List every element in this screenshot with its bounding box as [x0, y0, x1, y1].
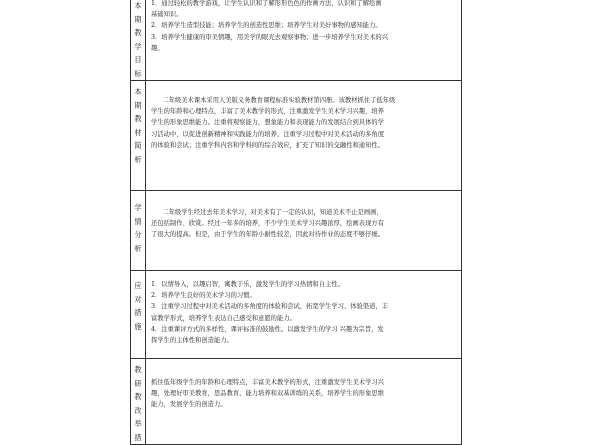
row-label-teaching-goals: 本期教学目标	[131, 0, 146, 81]
content-line: 抓住低年级学生的年龄和心理特点，丰富美术教学的形式，注重激发学生美术学习兴	[151, 379, 384, 386]
content-line: 还包括制作、欣赏。经过一年多的培养，不少学生美术学习兴趣浓厚，绘画表现方有	[151, 220, 384, 228]
row-label-textbook-analysis: 本期教材简析	[131, 81, 146, 191]
content-line: 趣。	[151, 44, 164, 52]
content-line: 基础知识。	[151, 11, 183, 19]
content-line: 1．通过轻松的教学游戏，让学生认识和了解形形色色的作画方法，认识和了解绘画	[151, 0, 382, 7]
content-line: 习活动中，以促进创新精神和实践能力的培养，注重学习过程中对美术活动的多角度	[151, 130, 384, 138]
table-row	[131, 359, 462, 445]
teaching-plan-table	[130, 0, 462, 445]
content-line: 的体验和尝试；注重学科内容和学科间的综合效应，扩充了知识的交融性和通知性。	[151, 141, 384, 149]
content-line: 挥学生的主体性和创造能力。	[151, 337, 233, 345]
row-content-teaching-goals	[146, 0, 462, 81]
content-line: 富教学形式，培养学生表达自己感受和意愿的能力。	[151, 314, 296, 322]
row-label-student-analysis: 学情分析	[131, 191, 146, 271]
content-line: 3．培养学生健康的审美情趣，用美学的眼光去观察事物；进一步培养学生对美术的兴	[151, 33, 388, 41]
row-label-measures: 应对措施	[131, 271, 146, 359]
content-line: 2．培养学生良好的美术学习的习惯。	[151, 292, 256, 300]
content-line: 1．以情导入，以趣启智，寓教于乐，激发学生的学习热情和自主性。	[151, 281, 344, 288]
content-line: 二年级学生经过去年美术学习，对美术有了一定的认识，知道美术不止是画画，	[162, 209, 383, 216]
content-line: 学生的形象思维能力。注重将观察能力，想象能力和表现能力的发展结合到具体的学	[151, 119, 384, 127]
row-label-teaching-research: 教研教改举措	[131, 359, 146, 445]
row-content-student-analysis	[146, 191, 462, 271]
content-line: 3．注重学习过程中对美术活动的多角度的体验和尝试，拓宽学生学习、体验渠道，丰	[151, 303, 388, 311]
table-row	[131, 81, 462, 191]
row-content-measures	[146, 271, 462, 359]
table-row	[131, 191, 462, 271]
content-line: 2．培养学生造型技能；培养学生的创造性思维；培养学生对美好事物的感知能力。	[151, 22, 382, 30]
table-row	[131, 0, 462, 81]
content-line: 了很大的提高。但是，由于学生的年龄小耐性较差，因此对待作业的态度不够仔细。	[151, 231, 384, 239]
row-content-textbook-analysis	[146, 81, 462, 191]
content-line: 学生的年龄和心理特点，丰富了美术教学的形式，注重激发学生美术学习兴趣，培养	[151, 108, 384, 116]
content-line: 趣，处理好审美教育，思品教育，能力培养和双基训练的关系，培养学生的形象思维	[151, 390, 384, 398]
content-line: 4．注重课评方式的多样性，课评标准的鼓励性。以激发学生的学习 兴趣为宗旨，发	[151, 325, 384, 333]
row-content-teaching-research	[146, 359, 462, 445]
content-line: 能力，发展学生的创造力。	[151, 401, 227, 409]
table-row	[131, 271, 462, 359]
content-line: 二年级美术课本采用人美版义务教育课程标准实验教材第四册。该教材抓住了低年级	[162, 97, 396, 104]
